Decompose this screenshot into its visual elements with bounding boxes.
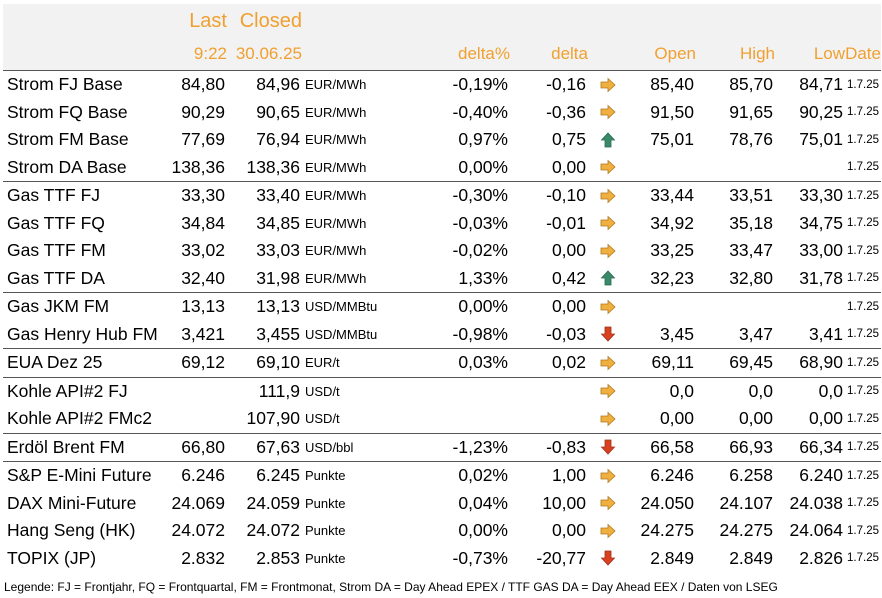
row-low: 33,30 [775,182,845,210]
row-open: 24.275 [640,520,694,541]
table-row [3,490,881,518]
row-last: 77,69 [181,129,225,150]
header-high: High [696,38,775,71]
header-last: Last [170,4,227,38]
price-table [3,4,881,572]
row-low: 6.240 [775,462,845,490]
table-row [3,377,881,405]
row-closed: 6.245 [227,462,302,490]
row-open: 2.849 [650,547,694,568]
row-high: 78,76 [729,129,773,150]
row-delta-pct [392,405,510,433]
arrow-right-icon [588,182,628,210]
row-last: 138,36 [171,156,225,177]
header-row-2 [3,38,881,71]
table-row [3,517,881,545]
row-delta [510,405,588,433]
row-closed: 3,455 [256,323,300,344]
row-low [775,293,845,321]
row-unit: USD/MMBtu [305,326,378,342]
row-delta-pct: 1,33% [458,267,508,288]
row-last: 6.246 [170,462,227,490]
row-high: 6.258 [696,462,775,490]
row-unit: Punkte [305,495,346,511]
row-high: 2.849 [729,547,773,568]
row-unit: Punkte [302,462,392,490]
row-high: 32,80 [729,267,773,288]
row-unit: EUR/t [302,349,392,378]
row-name: Strom DA Base [7,156,127,177]
row-delta-pct: -0,19% [392,71,510,99]
row-unit: EUR/MWh [305,270,367,286]
row-delta: 0,00 [551,240,586,261]
arrow-right-icon [588,517,628,545]
row-delta [510,377,588,405]
row-delta-pct: 0,00% [458,156,508,177]
arrow-down-icon [588,545,628,573]
row-open: 33,44 [628,182,696,210]
row-delta-pct: -0,02% [452,240,508,261]
table-row [3,545,881,573]
row-closed: 111,9 [227,377,302,405]
row-delta: 0,02 [510,349,588,378]
arrow-right-icon [588,237,628,265]
header-date: Date [845,38,881,71]
row-closed: 84,96 [227,71,302,99]
header-delta: delta [510,38,588,71]
row-closed: 24.072 [246,520,300,541]
row-open: 75,01 [650,129,694,150]
row-delta: 0,00 [551,156,586,177]
row-high: 0,0 [696,377,775,405]
row-name: Gas TTF FM [7,240,106,261]
row-name: Strom FM Base [7,129,129,150]
header-row-1 [3,4,881,38]
row-name: Kohle API#2 FMc2 [7,408,152,429]
row-closed: 69,10 [227,349,302,378]
header-low: Low [775,38,845,71]
row-delta: 0,00 [551,520,586,541]
row-delta: -0,36 [546,101,586,122]
row-date: 1.7.25 [847,217,879,230]
row-low: 34,75 [799,212,843,233]
row-closed: 24.059 [246,492,300,513]
row-closed: 33,03 [256,240,300,261]
row-high [696,154,775,182]
row-high [696,293,775,321]
row-unit: EUR/MWh [305,243,367,259]
row-high: 33,47 [729,240,773,261]
row-delta: 0,75 [551,129,586,150]
row-last: 34,84 [181,212,225,233]
row-unit: Punkte [305,523,346,539]
table-row [3,237,881,265]
row-high: 35,18 [729,212,773,233]
row-delta-pct: -0,40% [452,101,508,122]
row-high: 3,47 [738,323,773,344]
row-date: 1.7.25 [847,244,879,257]
table-row [3,293,881,321]
row-high: 24.107 [719,492,773,513]
row-last: 24.069 [171,492,225,513]
row-delta-pct: 0,97% [458,129,508,150]
row-open [628,293,696,321]
row-name: Strom FQ Base [7,101,128,122]
row-low: 24.064 [789,520,843,541]
row-high: 85,70 [696,71,775,99]
row-low: 90,25 [799,101,843,122]
row-last: 32,40 [181,267,225,288]
header-closed-date: 30.06.25 [227,38,302,71]
row-low: 66,34 [775,433,845,462]
row-delta-pct [392,377,510,405]
row-closed: 76,94 [256,129,300,150]
row-delta-pct: 0,03% [392,349,510,378]
table-row [3,321,881,349]
row-date: 1.7.25 [845,71,881,99]
row-closed: 33,40 [227,182,302,210]
arrow-right-icon [588,154,628,182]
header-closed: Closed [227,4,302,38]
row-date: 1.7.25 [847,552,879,565]
row-date: 1.7.25 [847,524,879,537]
row-open: 33,25 [650,240,694,261]
row-delta: 0,42 [551,267,586,288]
row-unit: EUR/MWh [305,215,367,231]
row-closed: 67,63 [227,433,302,462]
row-closed: 138,36 [246,156,300,177]
row-name: Gas TTF FJ [3,182,170,210]
row-name: Erdöl Brent FM [3,433,170,462]
table-row [3,99,881,127]
row-open: 0,0 [628,377,696,405]
header-last-time: 9:22 [170,38,227,71]
row-last: 33,30 [170,182,227,210]
row-delta-pct: -0,30% [392,182,510,210]
table-row [3,182,881,210]
row-delta: -0,01 [546,212,586,233]
row-name: Strom FJ Base [3,71,170,99]
row-last [170,377,227,405]
table-row [3,349,881,378]
row-last: 69,12 [170,349,227,378]
row-high: 33,51 [696,182,775,210]
arrow-right-icon [588,293,628,321]
row-date: 1.7.25 [847,497,879,510]
row-delta: -0,10 [510,182,588,210]
row-delta-pct: 0,04% [458,492,508,513]
row-name: Kohle API#2 FJ [3,377,170,405]
table-row [3,462,881,490]
arrow-right-icon [588,490,628,518]
row-delta-pct: -0,03% [452,212,508,233]
row-high: 0,00 [738,408,773,429]
row-name: Gas TTF DA [7,267,105,288]
row-last: 90,29 [181,101,225,122]
row-date: 1.7.25 [847,328,879,341]
arrow-right-icon [588,349,628,378]
row-low: 2.826 [799,547,843,568]
row-unit: EUR/MWh [305,159,367,175]
row-open: 66,58 [628,433,696,462]
row-open: 85,40 [628,71,696,99]
row-open: 0,00 [659,408,694,429]
row-delta: 10,00 [542,492,586,513]
row-closed: 13,13 [227,293,302,321]
row-open [628,154,696,182]
row-last: 13,13 [170,293,227,321]
row-closed: 34,85 [256,212,300,233]
row-date: 1.7.25 [847,106,879,119]
row-date: 1.7.25 [847,272,879,285]
table-row [3,210,881,238]
row-unit: USD/bbl [302,433,392,462]
row-open: 3,45 [659,323,694,344]
arrow-right-icon [588,405,628,433]
row-date: 1.7.25 [845,293,881,321]
row-delta: -0,03 [546,323,586,344]
row-low: 24.038 [789,492,843,513]
row-low: 0,00 [808,408,843,429]
row-name: Hang Seng (HK) [7,520,136,541]
row-name: Gas JKM FM [3,293,170,321]
row-high: 69,45 [696,349,775,378]
row-date: 1.7.25 [845,182,881,210]
row-date: 1.7.25 [845,377,881,405]
row-delta-pct: 0,00% [392,293,510,321]
row-unit: EUR/MWh [302,71,392,99]
arrow-right-icon [588,71,628,99]
legend-text: Legende: FJ = Frontjahr, FQ = Frontquartal, FM = Frontmonat, Strom DA = Day Ahead EPEX / TTF GAS DA = Day Ahead EEX / Daten von LSEG [4,580,778,594]
row-last: 2.832 [181,547,225,568]
row-delta-pct: -0,98% [452,323,508,344]
header-delta-pct: delta% [392,38,510,71]
row-name: TOPIX (JP) [7,547,97,568]
row-open: 91,50 [650,101,694,122]
row-low: 84,71 [775,71,845,99]
arrow-down-icon [588,321,628,349]
table-row [3,433,881,462]
row-unit: EUR/MWh [302,182,392,210]
row-open: 34,92 [650,212,694,233]
row-high: 66,93 [696,433,775,462]
row-unit: EUR/MWh [305,132,367,148]
row-delta: -0,16 [510,71,588,99]
row-name: S&P E-Mini Future [3,462,170,490]
row-unit: EUR/MWh [305,104,367,120]
row-date: 1.7.25 [847,412,879,425]
arrow-down-icon [588,433,628,462]
row-closed: 31,98 [256,267,300,288]
table-row [3,126,881,154]
row-date: 1.7.25 [845,349,881,378]
row-open: 32,23 [650,267,694,288]
row-open: 69,11 [628,349,696,378]
row-low: 0,0 [775,377,845,405]
arrow-right-icon [588,210,628,238]
arrow-right-icon [588,99,628,127]
row-delta-pct: -0,73% [452,547,508,568]
arrow-right-icon [588,377,628,405]
row-high: 91,65 [729,101,773,122]
row-closed: 2.853 [256,547,300,568]
row-high: 24.275 [719,520,773,541]
row-date: 1.7.25 [845,462,881,490]
row-delta: 0,00 [510,293,588,321]
row-unit: USD/MMBtu [302,293,392,321]
table-row [3,71,881,99]
row-date: 1.7.25 [847,133,879,146]
row-closed: 90,65 [256,101,300,122]
row-closed: 107,90 [246,408,300,429]
row-last: 84,80 [170,71,227,99]
row-open: 6.246 [628,462,696,490]
row-delta: -20,77 [536,547,586,568]
arrow-up-icon [588,265,628,293]
row-unit: USD/t [305,411,340,427]
row-name: EUA Dez 25 [3,349,170,378]
row-date: 1.7.25 [847,161,879,174]
row-delta-pct: 0,00% [458,520,508,541]
row-low [775,154,845,182]
row-delta: -0,83 [510,433,588,462]
row-delta-pct: -1,23% [392,433,510,462]
row-low: 68,90 [775,349,845,378]
table-row [3,405,881,433]
row-delta-pct: 0,02% [392,462,510,490]
arrow-up-icon [588,126,628,154]
row-last: 24.072 [171,520,225,541]
row-name: Gas TTF FQ [7,212,105,233]
arrow-right-icon [588,462,628,490]
table-row [3,265,881,293]
table-row [3,154,881,182]
row-delta: 1,00 [510,462,588,490]
row-low: 31,78 [799,267,843,288]
header-open: Open [628,38,696,71]
row-unit: USD/t [302,377,392,405]
row-low: 3,41 [808,323,843,344]
row-last: 3,421 [181,323,225,344]
row-last: 66,80 [170,433,227,462]
row-name: Gas Henry Hub FM [7,323,158,344]
row-name: DAX Mini-Future [7,492,137,513]
row-open: 24.050 [640,492,694,513]
row-unit: Punkte [305,550,346,566]
row-last: 33,02 [181,240,225,261]
row-low: 75,01 [799,129,843,150]
row-last [170,405,227,433]
row-low: 33,00 [799,240,843,261]
row-date: 1.7.25 [845,433,881,462]
